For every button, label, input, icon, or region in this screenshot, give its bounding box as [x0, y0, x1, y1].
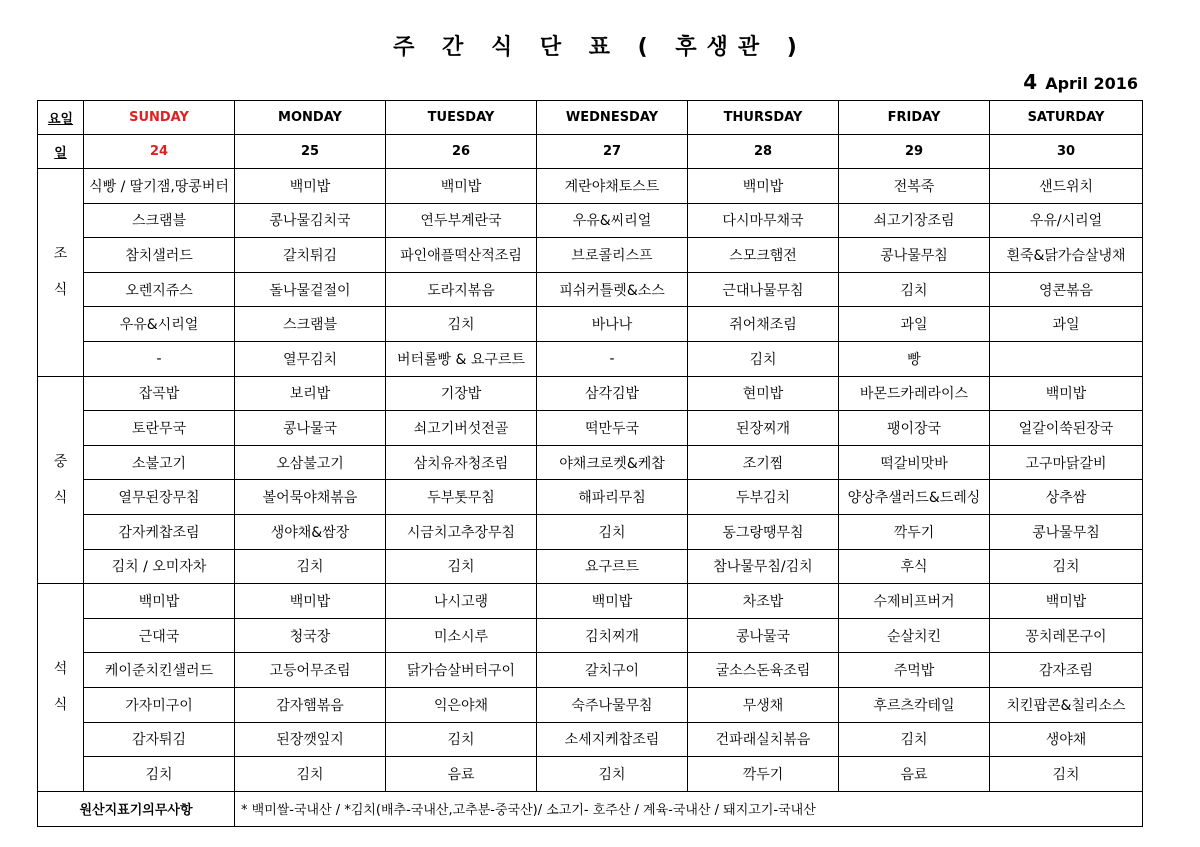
menu-item: 꽁치레몬구이 [990, 618, 1143, 653]
yoil-header: 요일 [38, 101, 84, 135]
menu-item: 해파리무침 [537, 480, 688, 515]
menu-item: 동그랑땡무침 [688, 514, 839, 549]
date-month-year: April 2016 [1045, 74, 1138, 93]
menu-item: 조기찜 [688, 445, 839, 480]
menu-row-lunch [38, 514, 1143, 549]
menu-item: 음료 [839, 757, 990, 792]
menu-item: 오삼불고기 [235, 445, 386, 480]
menu-item: 김치 [839, 272, 990, 307]
menu-item: 근대나물무침 [688, 272, 839, 307]
menu-item: 흰죽&닭가슴살냉채 [990, 238, 1143, 273]
menu-item: 주먹밥 [839, 653, 990, 688]
menu-row-lunch [38, 445, 1143, 480]
menu-item: 된장깻잎지 [235, 722, 386, 757]
day-header-wednesday: WEDNESDAY [537, 101, 688, 135]
menu-item: 다시마무채국 [688, 203, 839, 238]
weekday-header-row [38, 101, 1143, 135]
menu-item: 백미밥 [84, 584, 235, 619]
menu-item: 김치 [839, 722, 990, 757]
date-header-row [38, 135, 1143, 169]
menu-item: 백미밥 [235, 169, 386, 204]
menu-item: 된장찌개 [688, 411, 839, 446]
menu-item: 현미밥 [688, 376, 839, 411]
menu-item: 감자케찹조림 [84, 514, 235, 549]
menu-item: 참치샐러드 [84, 238, 235, 273]
menu-item: 김치 [386, 722, 537, 757]
meal-label-char: 중 [53, 453, 68, 470]
menu-table [37, 100, 1143, 827]
menu-item: 치킨팝콘&칠리소스 [990, 687, 1143, 722]
menu-item: 콩나물국 [235, 411, 386, 446]
meal-label-char: 조 [53, 246, 68, 263]
meal-label-char: 식 [53, 489, 68, 506]
menu-body [38, 169, 1143, 792]
menu-item: 샌드위치 [990, 169, 1143, 204]
menu-item: 근대국 [84, 618, 235, 653]
menu-item: 닭가슴살버터구이 [386, 653, 537, 688]
menu-item: 보리밥 [235, 376, 386, 411]
menu-item: 순살치킨 [839, 618, 990, 653]
menu-item: 김치 [386, 307, 537, 342]
menu-item: 굴소스돈육조림 [688, 653, 839, 688]
menu-row-dinner [38, 722, 1143, 757]
menu-item: 김치 [537, 757, 688, 792]
menu-item: 백미밥 [688, 169, 839, 204]
menu-item: 깍두기 [688, 757, 839, 792]
menu-item: 감자햄볶음 [235, 687, 386, 722]
day-header-friday: FRIDAY [839, 101, 990, 135]
menu-item: 시금치고추장무침 [386, 514, 537, 549]
menu-item: 도라지볶음 [386, 272, 537, 307]
menu-item: 고구마닭갈비 [990, 445, 1143, 480]
menu-item: 백미밥 [990, 584, 1143, 619]
menu-item: 영콘볶음 [990, 272, 1143, 307]
menu-item: 열무김치 [235, 341, 386, 376]
menu-item: 숙주나물무침 [537, 687, 688, 722]
menu-item: 우유&씨리얼 [537, 203, 688, 238]
menu-item: 얼갈이쑥된장국 [990, 411, 1143, 446]
menu-item: 백미밥 [235, 584, 386, 619]
date-thursday: 28 [688, 135, 839, 169]
menu-item: 김치 [84, 757, 235, 792]
menu-item: 김치 [386, 549, 537, 584]
menu-row-lunch [38, 411, 1143, 446]
menu-item: 케이준치킨샐러드 [84, 653, 235, 688]
date-tuesday: 26 [386, 135, 537, 169]
menu-item: 브로콜리스프 [537, 238, 688, 273]
day-header-monday: MONDAY [235, 101, 386, 135]
day-header-tuesday: TUESDAY [386, 101, 537, 135]
menu-item: 식빵 / 딸기잼,땅콩버터 [84, 169, 235, 204]
menu-item: 볼어묵야채볶음 [235, 480, 386, 515]
menu-item: 버터롤빵 & 요구르트 [386, 341, 537, 376]
menu-item: 잡곡밥 [84, 376, 235, 411]
meal-label-char: 식 [53, 282, 68, 299]
origin-label: 원산지표기의무사항 [38, 791, 235, 826]
menu-item: 미소시루 [386, 618, 537, 653]
menu-row-dinner [38, 757, 1143, 792]
menu-item: 콩나물김치국 [235, 203, 386, 238]
menu-item: 김치 [537, 514, 688, 549]
menu-item: 소불고기 [84, 445, 235, 480]
menu-item: 김치 [235, 549, 386, 584]
menu-item: 기장밥 [386, 376, 537, 411]
menu-item: 두부김치 [688, 480, 839, 515]
menu-row-breakfast [38, 203, 1143, 238]
menu-item: 바몬드카레라이스 [839, 376, 990, 411]
menu-row-dinner [38, 618, 1143, 653]
menu-item: 건파래실치볶음 [688, 722, 839, 757]
menu-item [990, 341, 1143, 376]
menu-item: 음료 [386, 757, 537, 792]
menu-item: 바나나 [537, 307, 688, 342]
menu-item: 연두부계란국 [386, 203, 537, 238]
il-header: 일 [38, 135, 84, 169]
menu-item: 익은야채 [386, 687, 537, 722]
menu-item: 양상추샐러드&드레싱 [839, 480, 990, 515]
date-day: 4 [1023, 70, 1038, 94]
menu-item: 김치 [990, 757, 1143, 792]
meal-label-breakfast [38, 169, 84, 377]
menu-item: 백미밥 [537, 584, 688, 619]
menu-item: - [84, 341, 235, 376]
menu-item: 전복죽 [839, 169, 990, 204]
menu-item: 갈치튀김 [235, 238, 386, 273]
menu-item: 후르츠칵테일 [839, 687, 990, 722]
menu-item: 계란야채토스트 [537, 169, 688, 204]
menu-item: 깍두기 [839, 514, 990, 549]
menu-item: 피쉬커틀렛&소스 [537, 272, 688, 307]
menu-row-breakfast [38, 272, 1143, 307]
menu-item: 스크램블 [235, 307, 386, 342]
menu-item: 가자미구이 [84, 687, 235, 722]
menu-item: 콩나물무침 [839, 238, 990, 273]
menu-item: 생야채&쌈장 [235, 514, 386, 549]
menu-item: 백미밥 [990, 376, 1143, 411]
menu-item: 오렌지쥬스 [84, 272, 235, 307]
menu-item: 후식 [839, 549, 990, 584]
date-saturday: 30 [990, 135, 1143, 169]
menu-item: 과일 [990, 307, 1143, 342]
meal-label-char: 식 [53, 697, 68, 714]
menu-item: 차조밥 [688, 584, 839, 619]
menu-item: 돌나물겉절이 [235, 272, 386, 307]
menu-item: - [537, 341, 688, 376]
menu-item: 김치 [688, 341, 839, 376]
menu-item: 쇠고기장조림 [839, 203, 990, 238]
menu-item: 청국장 [235, 618, 386, 653]
menu-row-breakfast [38, 238, 1143, 273]
menu-item: 콩나물무침 [990, 514, 1143, 549]
menu-item: 참나물무침/김치 [688, 549, 839, 584]
menu-row-lunch [38, 480, 1143, 515]
menu-item: 백미밥 [386, 169, 537, 204]
menu-item: 스크램블 [84, 203, 235, 238]
menu-item: 빵 [839, 341, 990, 376]
meal-label-char: 석 [53, 661, 68, 678]
date-label [1023, 70, 1138, 94]
menu-item: 감자조림 [990, 653, 1143, 688]
menu-row-dinner [38, 687, 1143, 722]
menu-item: 김치 [990, 549, 1143, 584]
menu-row-breakfast [38, 169, 1143, 204]
menu-item: 우유&시리얼 [84, 307, 235, 342]
menu-item: 떡갈비맛바 [839, 445, 990, 480]
menu-item: 수제비프버거 [839, 584, 990, 619]
date-sunday: 24 [84, 135, 235, 169]
origin-text: * 백미쌀-국내산 / *김치(배추-국내산,고추분-중국산)/ 소고기- 호주산 / 계육-국내산 / 돼지고기-국내산 [235, 791, 1143, 826]
day-header-saturday: SATURDAY [990, 101, 1143, 135]
menu-row-breakfast [38, 341, 1143, 376]
menu-item: 두부톳무침 [386, 480, 537, 515]
menu-item: 과일 [839, 307, 990, 342]
page-title: 주 간 식 단 표 ( 후생관 ) [393, 35, 807, 60]
menu-item: 팽이장국 [839, 411, 990, 446]
menu-item: 떡만두국 [537, 411, 688, 446]
menu-item: 토란무국 [84, 411, 235, 446]
date-monday: 25 [235, 135, 386, 169]
menu-item: 삼각김밥 [537, 376, 688, 411]
menu-item: 쇠고기버섯전골 [386, 411, 537, 446]
menu-row-dinner [38, 653, 1143, 688]
day-header-sunday: SUNDAY [84, 101, 235, 135]
menu-item: 야채크로켓&케찹 [537, 445, 688, 480]
menu-item: 삼치유자청조림 [386, 445, 537, 480]
menu-row-lunch [38, 549, 1143, 584]
menu-item: 상추쌈 [990, 480, 1143, 515]
menu-item: 갈치구이 [537, 653, 688, 688]
meal-label-dinner [38, 584, 84, 792]
menu-item: 김치 [235, 757, 386, 792]
menu-item: 김치찌개 [537, 618, 688, 653]
menu-item: 생야채 [990, 722, 1143, 757]
menu-row-dinner [38, 584, 1143, 619]
menu-item: 고등어무조림 [235, 653, 386, 688]
menu-item: 감자튀김 [84, 722, 235, 757]
menu-item: 스모크햄전 [688, 238, 839, 273]
origin-row [38, 791, 1143, 826]
day-header-thursday: THURSDAY [688, 101, 839, 135]
menu-item: 열무된장무침 [84, 480, 235, 515]
menu-row-breakfast [38, 307, 1143, 342]
menu-row-lunch [38, 376, 1143, 411]
menu-item: 요구르트 [537, 549, 688, 584]
meal-label-lunch [38, 376, 84, 584]
menu-item: 콩나물국 [688, 618, 839, 653]
menu-item: 무생채 [688, 687, 839, 722]
menu-item: 파인애플떡산적조림 [386, 238, 537, 273]
menu-item: 우유/시리얼 [990, 203, 1143, 238]
menu-item: 소세지케찹조림 [537, 722, 688, 757]
menu-item: 김치 / 오미자차 [84, 549, 235, 584]
date-wednesday: 27 [537, 135, 688, 169]
menu-item: 나시고랭 [386, 584, 537, 619]
menu-item: 쥐어채조림 [688, 307, 839, 342]
date-friday: 29 [839, 135, 990, 169]
